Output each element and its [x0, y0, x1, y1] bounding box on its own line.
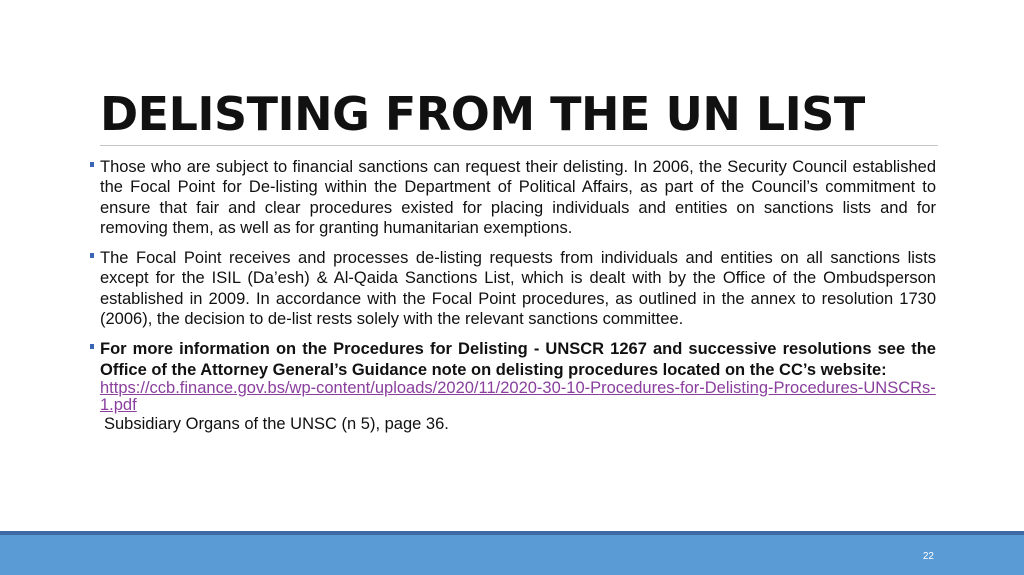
paragraph-text: Those who are subject to financial sanctions can request their delisting. In 2006, the Security Council established the Focal Point for De-listing within the Department of Political Affairs, as part of the Council’s commitment to ensure that fair and clear procedures existed for placing individuals and entities on sanctions lists and for removing them, as well as for granting humanitarian exemptions. [100, 158, 936, 237]
bullet-square-icon [90, 253, 94, 258]
paragraph-text: The Focal Point receives and processes de-listing requests from individuals and entities on all sanctions lists except for the ISIL (Da’esh) & Al-Qaida Sanctions List, which is dealt with by the Office of the Ombudsperson established in 2009. In accordance with the Focal Point procedures, as outlined in the annex to resolution 1730 (2006), the decision to de-list rests solely with the relevant sanctions committee. [100, 249, 936, 329]
bullet-paragraph-1 [90, 157, 936, 238]
bullet-square-icon [90, 162, 94, 167]
footer-band [0, 535, 1024, 575]
guidance-note-link[interactable]: https://ccb.finance.gov.bs/wp-content/uploads/2020/11/2020-30-10-Procedures-for-Delisting-Procedures-UNSCRs-1.pdf [100, 378, 936, 414]
more-info-text: For more information on the Procedures for Delisting - UNSCR 1267 and successive resolutions see the Office of the Attorney General’s Guidance note on delisting procedures located on the CC’s website: [100, 340, 936, 379]
slide-number: 22 [922, 551, 934, 562]
bullet-paragraph-2 [90, 248, 936, 329]
title-underline [100, 145, 938, 146]
slide-content [90, 157, 936, 434]
bullet-paragraph-3 [90, 339, 936, 434]
citation-text: Subsidiary Organs of the UNSC (n 5), page 36. [104, 414, 449, 433]
bullet-square-icon [90, 344, 94, 349]
slide-title: DELISTING FROM THE UN LIST [100, 87, 865, 141]
